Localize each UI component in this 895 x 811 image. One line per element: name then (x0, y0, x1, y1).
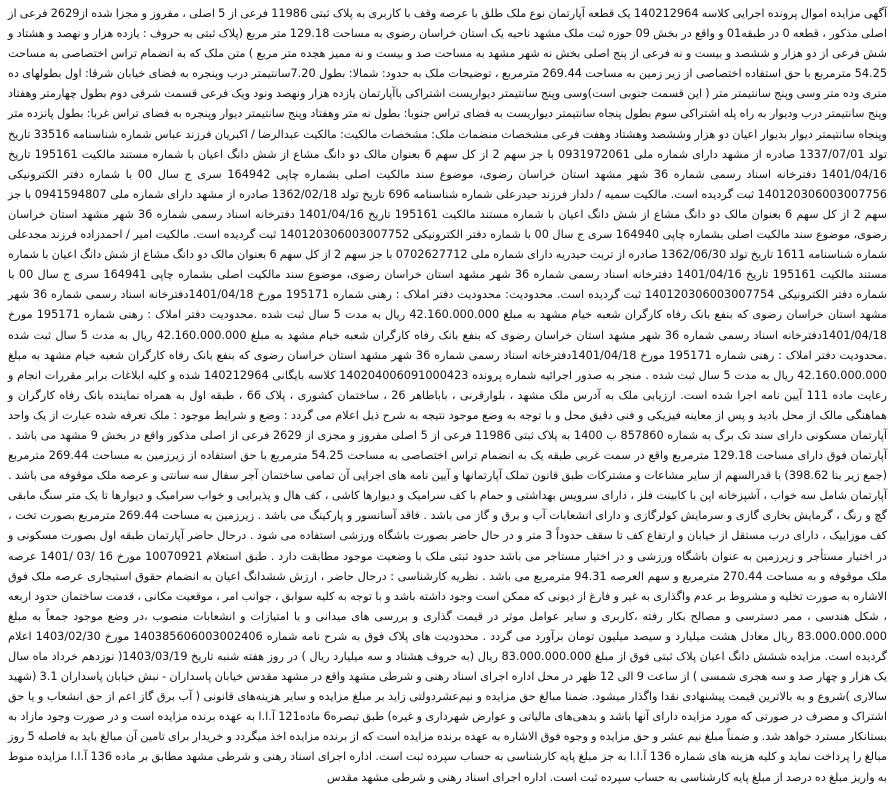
auction-notice-text: آگهی مزایده اموال پرونده اجرایی کلاسه 140212964 یک قطعه آپارتمان نوع ملک طلق با عرصه وقف با کاربری به پلاک ثبتی 11986 فرعی از 5 اصلی ، مفروز و مجزا شده از2629 فرعی از اصلی مذکور ، قطعه 0 در طبقه01 و واقع در بخش 09 حوزه ثبت ملک مشهد ناحیه یک استان خراسان رضوی به مساحت 129.18 متر مربع (پلاک ثبتی به حروف : یازده هزار و نهصد و هشتاد و شش فرعی از دو هزار و ششصد و بیست و نه فرعی از پنج اصلی بخش نه شهر مشهد به مساحت صد و بیست و نه ممیز هجده متر مربع ) متن ملک که به انضمام تراس اختصاصی به مساحت 54.25 مترمربع با حق استفاده اختصاصی از زیر زمین به مساحت 269.44 مترمربع ، توضیحات ملک به حدود: شمالا: بطول 7.20سانتیمتر درب وپنجره به فضای خیابان شرقا: اول بطولهای ده متری وده متر وسی وپنج سانتیمتر متر ( این قسمت جنوبی است)وسی وپنج سانتیمتر دیواریست اشتراکی باآپارتمان یازده هزار ونهصد ونود ویک فرعی قسمت شرقی دوم بطول چهارمتر وهفتاد وپنج سانتیمتر درب ودیوار به راه پله اشتراکی سوم بطول پنجاه سانتیمتر دیواریست به فضای تراس جنوبا: بطول نه متر وهفتاد وپنج سانتیمتر دیوار وپنجره به فضای تراس غربا: بطول پانزده متر وپنجاه سانتیمتر دیوار بدیوار اعیان دو هزار وششصد وهشتاد وهفت فرعی مشخصات منضمات ملک: مشخصات مالکیت: مالکیت عبدالرضا / اکبریان فرزند عباس شماره شناسنامه 33516 تاریخ تولد 1337/07/01 صادره از مشهد دارای شماره ملی 0931972061 با جز سهم 2 از کل سهم 6 بعنوان مالک دو دانگ مشاع از شش دانگ اعیان با شماره مستند مالکیت 195161 تاریخ 1401/04/16 دفترخانه اسناد رسمی شماره 36 شهر مشهد استان خراسان رضوی، موضوع سند مالکیت اصلی بشماره چاپی 164942 سری ج سال 00 با شماره دفتر الکترونیکی 140120306003007756 ثبت گردیده است. مالکیت سمیه / دلدار فرزند حیدرعلی شماره شناسنامه 696 تاریخ تولد 1362/02/18 صادره از مشهد دارای شماره ملی 0941594807 با جز سهم 2 از کل سهم 6 بعنوان مالک دو دانگ مشاع از شش دانگ اعیان با شماره مستند مالکیت 195161 تاریخ 1401/04/16 دفترخانه اسناد رسمی شماره 36 شهر مشهد استان خراسان رضوی، موضوع سند مالکیت اصلی بشماره چاپی 164940 سری ج سال 00 با شماره دفتر الکترونیکی 140120306003007752 ثبت گردیده است. مالکیت امیر / احمدزاده فرزند مجدعلی شماره شناسنامه 1611 تاریخ تولد 1362/06/30 صادره از تربت حیدریه دارای شماره ملی 0702627712 با جز سهم 2 از کل سهم 6 بعنوان مالک دو دانگ مشاع از شش دانگ اعیان با شماره مستند مالکیت 195161 تاریخ 1401/04/16 دفترخانه اسناد رسمی شماره 36 شهر مشهد استان خراسان رضوی، موضوع سند مالکیت اصلی بشماره چاپی 164941 سری ج سال 00 با شماره دفتر الکترونیکی 140120306003007754 ثبت گردیده است. محدودیت: محدودیت دفتر املاک : رهنی شماره 195171 مورخ 1401/04/18دفترخانه اسناد رسمی شماره 36 شهر مشهد استان خراسان رضوی که بنفع بانک رفاه کارگران شعبه خیام مشهد به مبلغ 42.160.000.000 ریال به مدت 5 سال ثبت شده .محدودیت دفتر املاک : رهنی شماره 195171 مورخ 1401/04/18دفترخانه اسناد رسمی شماره 36 شهر مشهد استان خراسان رضوی که بنفع بانک رفاه کارگران شعبه خیام مشهد به مبلغ 42.160.000.000 ریال به مدت 5 سال ثبت شده .محدودیت دفتر املاک : رهنی شماره 195171 مورخ 1401/04/18دفترخانه اسناد رسمی شماره 36 شهر مشهد استان خراسان رضوی که بنفع بانک رفاه کارگران شعبه خیام مشهد به مبلغ 42.160.000.000 ریال به مدت 5 سال ثبت شده . منجر به صدور اجرائیه شماره پرونده 140204006091000423 کلاسه بایگانی 140212964 شده و کلیه ابلاغات برابر مقررات انجام و رعایت ماده 111 آیین نامه اجرا شده است. ارزیابی ملک به آدرس ملک مشهد ، بلوارقرنی ، باباطاهر 26 ، ساختمان کشوری ، پلاک 66 ، طبقه اول به همراه نماینده بانک رفاه کارگران و هماهنگی مالک از محل بادید و پس از معاینه فیزیکی و فنی دقیق محل و با توجه به وضع موجود نتیجه به شرح ذیل اعلام می گردد : وضع و شرایط موجود : ملک تعرفه شده عبارت از یک واحد آپارتمان مسکونی دارای سند تک برگ به شماره 857860 ب 1400 به پلاک ثبتی 11986 فرعی از 5 اصلی مفروز و مجزی از 2629 فرعی از اصلی مذکور واقع در بخش 9 مشهد می باشد . آپارتمان فوق دارای مساحت 129.18 مترمربع واقع در سمت غربی طبقه یک به انضمام تراس اختصاصی به مساحت 54.25 مترمربع با حق استفاده از زیرزمین به مساحت 269.44 مترمربع (جمع زیر بنا 398.62) با قدرالسهم از سایر مشاعات و مشترکات طبق قانون تملک آپارتمانها و آیین نامه های اجرایی آن تمامی ساختمان آجر سفال سه سانتی و عرصه ملک موقوفه می باشد . آپارتمان شامل سه خواب ، آشپزخانه اپن با کابینت فلز ، دارای سرویس بهداشتی و حمام با کف سرامیک و دیوارها کاشی ، کف هال و پذیرایی و خواب سرامیک و دیوارها تا یک متر سنگ مابقی گچ و رنگ ، گرمایش بخاری گازی و سرمایش کولرگازی و دارای انشعابات آب و برق و گاز می باشد . فاقد آسانسور و پارکینگ می باشد . زیرزمین به مساحت 269.44 مترمربع بصورت تخت ، کف موزاییک ، دارای درب مستقل از خیابان و ارتفاع کف تا سقف حدوداً 3 متر و در حال حاضر بصورت باشگاه ورزشی استفاده می شود . درحال حاضر آپارتمان طبقه اول بصورت مسکونی و در اختیار مستأجر و زیرزمین به عنوان باشگاه ورزشی و در اختیار مستاجر می باشد حدود ثبتی ملک با وضعیت موجود مطابقت دارد . طبق استعلام 10070921 مورخ 16 /03 /1401 عرصه ملک موقوفه و به مساحت 270.44 مترمربع و سهم العرصه 94.31 مترمربع می باشد . نظریه کارشناسی : درحال حاضر ، ارزش ششدانگ اعیان به انضمام حقوق استیجاری عرصه ملک فوق الاشاره به صورت تخلیه و مشروط بر عدم واگذاری به غیر و فارغ از دیونی که ممکن است وجود داشته باشد و با توجه به کلیه سوابق ، جوانب امر ، موقعیت مکانی ، قدمت ساختمان حدود اربعه ، شکل هندسی ، ممر دسترسی و مصالح بکار رفته ،کاربری و سایر عوامل موثر در قیمت گذاری و بررسی های میدانی و با امتیازات و انشعابات منصوب ،در وضع موجود جمعاً به مبلغ 83.000.000.000 ریال معادل هشت میلیارد و سیصد میلیون تومان برآورد می گردد . محدودیت های پلاک فوق به شرح نامه شماره 140385606003002406 مورخ 1403/02/30 اعلام گردیده است. مزایده ششش دانگ اعیان پلاک ثبتی فوق از مبلغ 83.000.000.000 ریال (به حروف هشتاد و سه میلیارد ریال ) در روز هفته شنبه تاریخ 1403/03/19( نوزدهم خرداد ماه سال یک هزار و چهار صد و سه هجری شمسی ) از ساعت 9 الی 12 ظهر در محل اداره اجرای اسناد رهنی و شرطی مشهد واقع در مشهد مقدس خیابان پاسداران - نبش خیابان پاسداران 3.1 (شهید سالاری )شروع و به بالاترین قیمت پیشنهادی نقدا واگذار میشود. ضمنا مبالغ حق مزایده و نیم‌عشردولتی زاید بر مبلغ مزایده و سایر هزینه‌های قانونی ( آب برق گاز اعم از حق انشعاب و یا حق اشتراک و مصرف در صورتی که مورد مزایده دارای آنها باشد و بدهی‌های مالیاتی و عوارض شهرداری و غیره) طبق تبصره6 ماده121 آ.ا.ا به عهده برنده مزایده است و در صورت وجود مازاد به بستانکار مسترد خواهد شد. و ضمناً مبلغ نیم عشر و حق مزایده و وجوه فوق الاشاره به عهده برنده مزایده است که از برنده مزایده اخذ میگردد و خریدار برای تامین آن مبالغ باید به فاصله 5 روز مبالغ را پرداخت نماید و کلیه هزینه های شماره 136 آ.ا.ا به جز مبلغ پایه کارشناسی به حساب سپرده ثبت است. اداره اجرای اسناد رهنی و شرطی مشهد مطابق بر ماده 136 آ.ا.ا مزایده منوط به واریز مبلغ ده درصد از مبلغ پایه کارشناسی به حساب سپرده ثبت است. اداره اجرای اسناد رهنی و شرطی مشهد مقدس (8, 7, 888, 784)
